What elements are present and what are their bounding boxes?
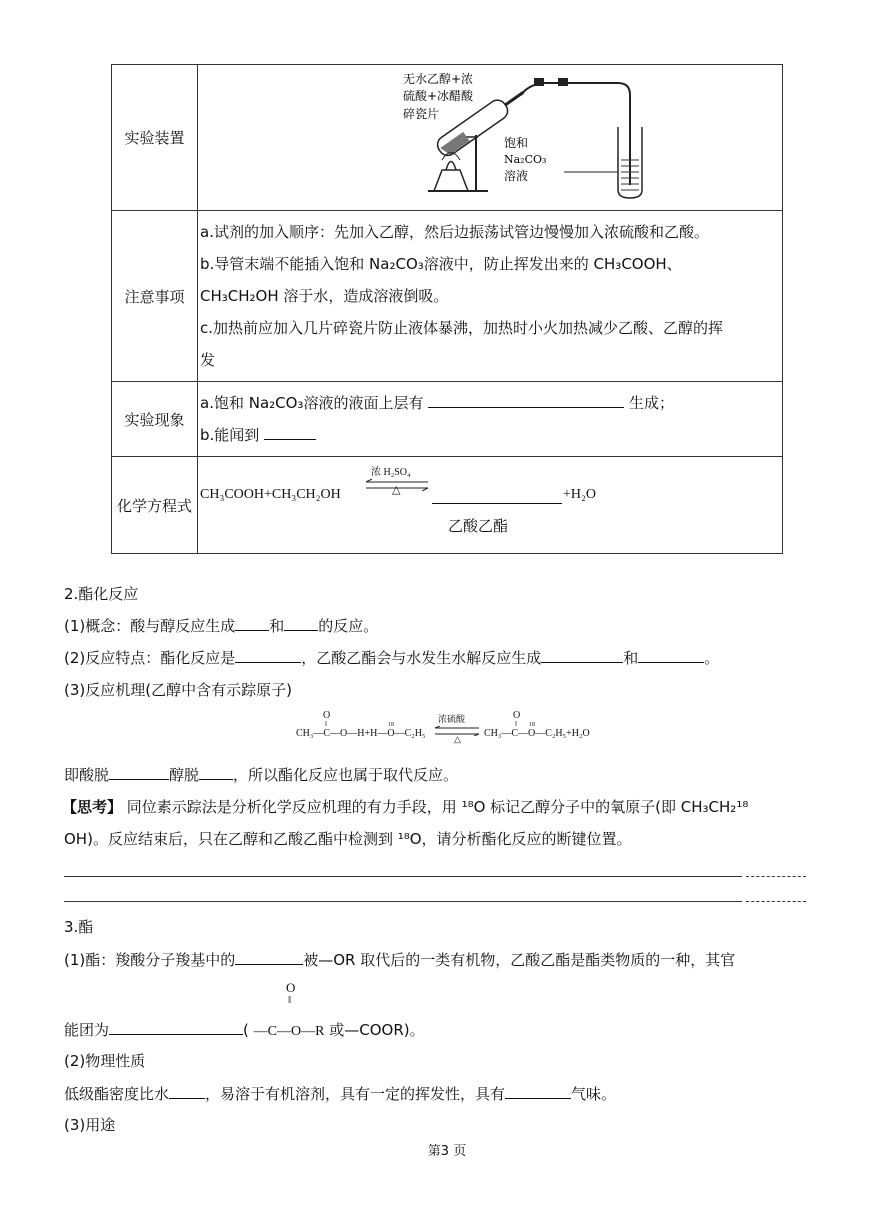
phys-text-2: ，易溶于有机溶剂，具有一定的挥发性，具有 [205,1085,506,1103]
note-b-line1: b.导管末端不能插入饱和 Na₂CO₃溶液中，防止挥发出来的 CH₃COOH、 [200,255,682,273]
phys-text: 低级酯密度比水 [64,1085,170,1103]
feature-text: (2)反应特点：酯化反应是 [64,649,236,667]
answer-blank[interactable] [541,646,623,663]
answer-blank[interactable] [109,763,169,780]
answer-line-tail [746,901,806,902]
concept-end: 的反应。 [318,617,379,635]
phys-end: 气味。 [571,1085,617,1103]
apparatus-label-reagents-2: 硫酸+冰醋酸 [403,89,474,103]
phys-title: (2)物理性质 [64,1052,146,1070]
apparatus-cell [198,65,783,211]
ester-def-text-3: 能团为 [64,1021,110,1039]
think-line-2: OH)。反应结束后，只在乙醇和乙酸乙酯中检测到 ¹⁸O，请分析酯化反应的断键位置。 [64,830,632,848]
carbonyl-o-left: O [323,710,331,721]
row-label-notes: 注意事项 [112,211,198,382]
product-name: 乙酸乙酯 [448,517,509,535]
feature-text-2: ，乙酸乙酯会与水发生水解反应生成 [301,649,542,667]
concept-text: (1)概念：酸与醇反应生成 [64,617,236,635]
acid-end: ，所以酯化反应也属于取代反应。 [233,766,459,784]
equation-condition-heat: △ [392,484,401,496]
concept-line [64,614,378,636]
answer-blank[interactable] [264,423,316,440]
answer-line[interactable] [64,876,742,877]
phenomenon-a-suffix: 生成； [629,394,675,412]
answer-blank[interactable] [284,614,318,631]
double-bond-right: ‖ [515,720,517,728]
mech-products: CH₃—C—O—C₂H₅+H₂O [484,728,590,739]
phenomenon-a-prefix: a.饱和 Na₂CO₃溶液的液面上层有 [200,394,424,412]
equation-products: +H₂O [563,487,596,502]
ester-def-line-2 [64,1018,425,1040]
answer-blank[interactable] [235,646,301,663]
double-bond-left: ‖ [325,720,327,728]
notes-cell [198,211,783,382]
row-label-equation: 化学方程式 [112,457,198,554]
carbonyl-o-right: O [513,710,521,721]
apparatus-label-na2co3: Na₂CO₃ [504,153,547,166]
isotope-label-right: 18 [529,722,535,728]
think-line-1 [62,796,748,817]
equation-cell [198,457,783,554]
mech-condition-heat: △ [454,734,461,744]
acid-text-2: 醇脱 [169,766,200,784]
phenomenon-b: b.能闻到 [200,426,260,444]
ester-def-end: 或—COOR)。 [329,1021,425,1039]
apparatus-label-reagents-1: 无水乙醇+浓 [403,72,474,86]
apparatus-label-chips: 碎瓷片 [403,107,440,121]
section-2-title: 2.酯化反应 [64,585,139,603]
isotope-label-left: 18 [388,722,394,728]
mechanism-title: (3)反应机理(乙醇中含有示踪原子) [64,681,292,699]
use-title: (3)用途 [64,1116,116,1134]
apparatus-label-solution: 溶液 [504,169,529,183]
note-b-line2: CH₃CH₂OH 溶于水，造成溶液倒吸。 [200,287,449,305]
ester-def-line-1 [64,948,735,970]
answer-blank[interactable] [235,614,269,631]
answer-line-tail [746,876,806,877]
ester-def-text-2: 被—OR 取代后的一类有机物，乙酸乙酯是酯类物质的一种，其官 [303,951,736,969]
page-number: 第3 页 [427,1144,467,1159]
answer-blank[interactable] [432,487,562,504]
equation-condition-top: 浓 H₂SO₄ [371,467,411,478]
answer-blank[interactable] [169,1082,205,1099]
answer-blank[interactable] [235,948,303,965]
mech-condition-top: 浓硫酸 [438,714,466,724]
experiment-table [111,64,783,554]
note-c-line2: 发 [200,351,216,369]
ester-group-o: O [286,980,296,995]
phenomena-cell [198,382,783,457]
note-c-line1: c.加热前应加入几片碎瓷片防止液体暴沸，加热时小火加热减少乙酸、乙醇的挥 [200,319,724,337]
ester-def-text: (1)酯：羧酸分子羧基中的 [64,951,236,969]
note-a: a.试剂的加入顺序：先加入乙醇，然后边振荡试管边慢慢加入浓硫酸和乙酸。 [200,223,709,241]
paren-open: ( [243,1021,249,1039]
think-text-1: 同位素示踪法是分析化学反应机理的有力手段，用 ¹⁸O 标记乙醇分子中的氧原子(即 CH₃CH₂¹⁸ [126,798,749,816]
section-3-title: 3.酯 [64,918,94,936]
think-tag: 【思考】 [62,798,123,816]
ester-functional-group: —C—O—R [253,1024,325,1039]
phys-line [64,1082,616,1104]
equation-reactants: CH₃COOH+CH₃CH₂OH [200,487,341,502]
apparatus-label-saturated: 饱和 [504,136,529,150]
answer-blank[interactable] [505,1082,571,1099]
row-label-apparatus: 实验装置 [112,65,198,211]
acid-line [64,763,458,785]
answer-blank[interactable] [638,646,704,663]
feature-line [64,646,719,668]
feature-end: 。 [704,649,720,667]
mechanism-equation [296,710,616,750]
mech-reactants: CH₃—C—O—H+H—O—C₂H₅ [296,728,426,739]
answer-blank[interactable] [428,391,624,408]
answer-blank[interactable] [109,1018,243,1035]
apparatus-diagram [198,65,784,210]
row-label-phenomena: 实验现象 [112,382,198,457]
answer-blank[interactable] [199,763,233,780]
answer-line[interactable] [64,901,742,902]
ester-group-double-bond: ‖ [288,994,292,1006]
acid-text: 即酸脱 [64,766,110,784]
concept-and: 和 [269,617,285,635]
feature-and: 和 [623,649,639,667]
